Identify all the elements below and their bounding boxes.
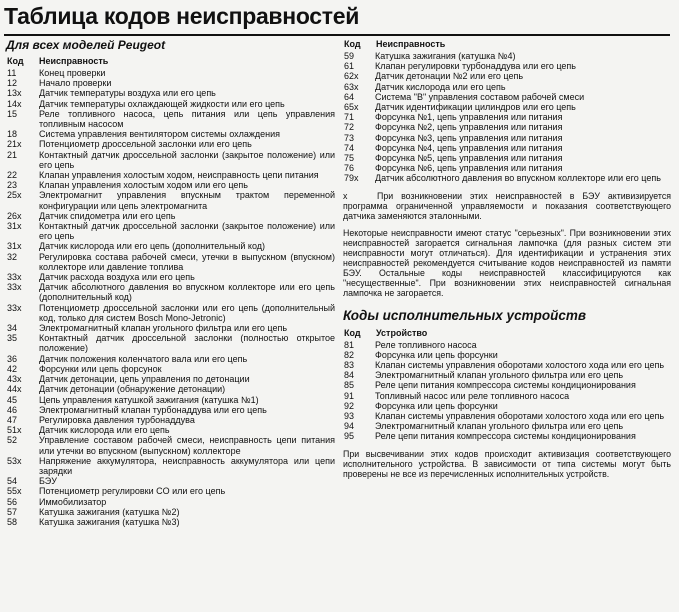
code-column-header: Код bbox=[344, 327, 361, 338]
note-marker: x bbox=[343, 190, 348, 201]
row-description: Клапан регулировки турбонаддува или его цепь bbox=[375, 61, 576, 72]
row-description: Контактный датчик дроссельной заслонки (закрытое положение) или его цепь bbox=[39, 149, 335, 170]
row-description: Форсунки или цепь форсунок bbox=[39, 363, 162, 374]
row-code: 35 bbox=[7, 333, 18, 344]
row-code: 23 bbox=[7, 180, 18, 191]
code-column-header: Код bbox=[344, 39, 361, 49]
table-row bbox=[343, 71, 671, 81]
table-row bbox=[6, 456, 335, 476]
row-code: 61 bbox=[344, 61, 355, 72]
row-description: Форсунка №2, цепь управления или питания bbox=[375, 122, 563, 133]
row-description: Контактный датчик дроссельной заслонки (полностью открытое положение) bbox=[39, 333, 335, 354]
row-code: 64 bbox=[344, 91, 355, 102]
table-row bbox=[343, 61, 671, 71]
row-description: Потенциометр дроссельной заслонки или его цепь (дополнительный код, только для систем Bosch Mono-Jetronic) bbox=[39, 302, 335, 323]
row-code: 76 bbox=[344, 163, 355, 174]
row-description: Датчик абсолютного давления во впускном коллекторе или его цепь (дополнительный код) bbox=[39, 282, 335, 303]
row-description: Датчик детонации №2 или его цепь bbox=[375, 71, 524, 82]
table-row bbox=[343, 51, 671, 61]
row-description: Электромагнитный клапан угольного фильтра или его цепь bbox=[375, 421, 624, 432]
row-code: 95 bbox=[344, 431, 355, 442]
table-row bbox=[343, 370, 671, 380]
row-description: Цепь управления катушкой зажигания (катушка №1) bbox=[39, 394, 259, 405]
table-row bbox=[343, 380, 671, 390]
row-code: 31x bbox=[7, 241, 22, 252]
fault-table-header-continued bbox=[343, 38, 671, 51]
table-row bbox=[6, 425, 335, 435]
table-row bbox=[6, 476, 335, 486]
table-row bbox=[6, 99, 335, 109]
table-row bbox=[6, 405, 335, 415]
row-code: 72 bbox=[344, 122, 355, 133]
table-row bbox=[6, 109, 335, 129]
table-row bbox=[343, 173, 671, 183]
row-code: 91 bbox=[344, 390, 355, 401]
row-code: 34 bbox=[7, 323, 18, 334]
fault-column-header: Неисправность bbox=[376, 39, 446, 49]
row-code: 51x bbox=[7, 425, 22, 436]
table-row bbox=[6, 211, 335, 221]
row-code: 57 bbox=[7, 506, 18, 517]
row-code: 79x bbox=[344, 173, 359, 184]
row-code: 84 bbox=[344, 370, 355, 381]
row-description: Датчик кислорода или его цепь bbox=[39, 425, 170, 436]
serious-faults-paragraph: Некоторые неисправности имеют статус "серьезных". При возникновении этих неисправностей загорается сигнальная лампочка (для разных систем эти неисправности могут отличаться). Для идентификации и устранения этих неисправностей рекомендуется считывание кодов неисправностей из памяти БЭУ. Остальные коды неисправностей классифицируются как "несущественные". При возникновении этих неисправностей сигнальная лампочка не загорается. bbox=[343, 227, 671, 299]
row-code: 42 bbox=[7, 363, 18, 374]
row-code: 32 bbox=[7, 251, 18, 262]
table-row bbox=[6, 323, 335, 333]
right-column bbox=[343, 38, 671, 479]
row-description: Форсунка №4, цепь управления или питания bbox=[375, 142, 563, 153]
table-row bbox=[343, 133, 671, 143]
row-description: Форсунка №3, цепь управления или питания bbox=[375, 132, 563, 143]
fault-code-list bbox=[6, 68, 335, 527]
row-code: 62x bbox=[344, 71, 359, 82]
row-description: Датчик положения коленчатого вала или его цепь bbox=[39, 353, 248, 364]
left-column bbox=[6, 38, 335, 527]
title-divider bbox=[4, 34, 670, 36]
row-description: Форсунка №1, цепь управления или питания bbox=[375, 112, 563, 123]
code-column-header: Код bbox=[7, 56, 24, 66]
table-row bbox=[6, 486, 335, 496]
table-row bbox=[343, 431, 671, 441]
table-row bbox=[6, 129, 335, 139]
table-row bbox=[343, 143, 671, 153]
row-description: Начало проверки bbox=[39, 78, 112, 89]
row-code: 94 bbox=[344, 421, 355, 432]
row-description: Регулировка состава рабочей смеси, утечки в выпускном (впускном) коллекторе или давление топлива bbox=[39, 251, 335, 272]
row-description: Конец проверки bbox=[39, 68, 106, 78]
table-row bbox=[6, 221, 335, 241]
row-code: 52 bbox=[7, 435, 18, 446]
row-description: Катушка зажигания (катушка №2) bbox=[39, 506, 180, 517]
table-row bbox=[343, 82, 671, 92]
table-row bbox=[343, 401, 671, 411]
row-description: Форсунка или цепь форсунки bbox=[375, 400, 498, 411]
row-code: 46 bbox=[7, 404, 18, 415]
row-code: 44x bbox=[7, 384, 22, 395]
table-row bbox=[6, 517, 335, 527]
table-row bbox=[343, 391, 671, 401]
row-code: 93 bbox=[344, 411, 355, 421]
row-code: 92 bbox=[344, 400, 355, 411]
row-code: 63x bbox=[344, 81, 359, 92]
row-description: Система управления вентилятором системы охлаждения bbox=[39, 129, 281, 140]
page-title: Таблица кодов неисправностей bbox=[4, 3, 360, 29]
row-description: Клапан управления холостым ходом или его цепь bbox=[39, 180, 248, 191]
note-text: При возникновении этих неисправностей в БЭУ активизируется программа ограниченной управляемости и показания соответствующего датчика заменяются эталонными. bbox=[343, 190, 671, 221]
table-row bbox=[6, 303, 335, 323]
table-row bbox=[6, 395, 335, 405]
row-description: Датчик кислорода или его цепь bbox=[375, 81, 506, 92]
actuator-codes-heading: Коды исполнительных устройств bbox=[343, 307, 586, 323]
table-row bbox=[6, 272, 335, 282]
row-description: Клапан системы управления оборотами холостого хода или его цепь bbox=[375, 359, 665, 370]
table-row bbox=[6, 333, 335, 353]
table-row bbox=[6, 68, 335, 78]
table-row bbox=[6, 364, 335, 374]
row-description: Управление составом рабочей смеси, неисправность цепи питания или утечки во впускном (выпускном) коллекторе bbox=[39, 435, 335, 456]
row-code: 26x bbox=[7, 210, 22, 221]
row-code: 25x bbox=[7, 190, 22, 201]
row-code: 22 bbox=[7, 170, 18, 181]
row-description: Электромагнитный клапан угольного фильтра или его цепь bbox=[375, 370, 624, 381]
table-row bbox=[6, 190, 335, 210]
row-code: 75 bbox=[344, 153, 355, 164]
table-row bbox=[343, 421, 671, 431]
row-code: 45 bbox=[7, 394, 18, 405]
row-description: Иммобилизатор bbox=[39, 496, 107, 507]
row-description: БЭУ bbox=[39, 476, 57, 487]
table-row bbox=[6, 180, 335, 190]
row-code: 65x bbox=[344, 102, 359, 113]
row-code: 14x bbox=[7, 98, 22, 109]
row-description: Реле топливного насоса, цепь питания или цепь управления топливным насосом bbox=[39, 108, 335, 130]
row-code: 53x bbox=[7, 455, 22, 466]
row-description: Контактный датчик дроссельной заслонки (закрытое положение) или его цепь bbox=[39, 221, 335, 242]
row-code: 18 bbox=[7, 129, 18, 140]
table-row bbox=[343, 163, 671, 173]
table-row bbox=[343, 92, 671, 102]
row-description: Датчик детонации, цепь управления по детонации bbox=[39, 374, 250, 385]
row-code: 85 bbox=[344, 380, 355, 391]
actuator-note-paragraph: При высвечивании этих кодов происходит активизация соответствующего исполнительного устройства. В зависимости от типа системы могут быть проверены не все из перечисленных исполнительных устройств. bbox=[343, 448, 671, 479]
row-description: Регулировка давления турбонаддува bbox=[39, 414, 195, 425]
row-code: 11 bbox=[7, 68, 17, 78]
row-code: 47 bbox=[7, 414, 18, 425]
row-code: 83 bbox=[344, 359, 355, 370]
row-description: Датчик расхода воздуха или его цепь bbox=[39, 272, 195, 283]
row-code: 31x bbox=[7, 221, 22, 232]
limp-mode-note bbox=[343, 191, 671, 221]
table-row bbox=[6, 88, 335, 98]
row-description: Датчик идентификации цилиндров или его цепь bbox=[375, 102, 576, 113]
row-code: 36 bbox=[7, 353, 18, 364]
row-code: 55x bbox=[7, 486, 22, 497]
table-row bbox=[343, 350, 671, 360]
actuator-code-list bbox=[343, 340, 671, 442]
row-description: Катушка зажигания (катушка №3) bbox=[39, 516, 180, 527]
table-row bbox=[343, 102, 671, 112]
table-row bbox=[343, 112, 671, 122]
row-description: Катушка зажигания (катушка №4) bbox=[375, 51, 516, 61]
fault-code-list-continued bbox=[343, 51, 671, 184]
table-row bbox=[6, 139, 335, 149]
row-code: 13x bbox=[7, 88, 22, 99]
row-code: 81 bbox=[344, 339, 355, 350]
row-description: Форсунка №5, цепь управления или питания bbox=[375, 153, 563, 164]
row-code: 33x bbox=[7, 282, 22, 293]
row-description: Реле топливного насоса bbox=[375, 339, 477, 350]
row-description: Потенциометр регулировки CO или его цепь bbox=[39, 486, 226, 497]
row-description: Топливный насос или реле топливного насоса bbox=[375, 390, 570, 401]
row-code: 43x bbox=[7, 374, 22, 385]
row-code: 21x bbox=[7, 139, 22, 150]
row-code: 33x bbox=[7, 302, 22, 313]
row-code: 54 bbox=[7, 476, 18, 487]
row-description: Датчик температуры охлаждающей жидкости или его цепь bbox=[39, 98, 285, 109]
row-description: Электромагнит управления впускным трактом переменной конфигурации или цепь электромагнита bbox=[39, 190, 335, 211]
table-row bbox=[6, 252, 335, 272]
row-description: Электромагнитный клапан угольного фильтра или его цепь bbox=[39, 323, 288, 334]
row-description: Клапан управления холостым ходом, неисправность цепи питания bbox=[39, 170, 319, 181]
row-description: Система "В" управления составом рабочей смеси bbox=[375, 91, 585, 102]
row-description: Форсунка или цепь форсунки bbox=[375, 349, 498, 360]
row-code: 21 bbox=[7, 149, 18, 160]
row-description: Электромагнитный клапан турбонаддува или его цепь bbox=[39, 404, 267, 415]
table-row bbox=[6, 497, 335, 507]
row-code: 12 bbox=[7, 78, 18, 89]
fault-column-header: Неисправность bbox=[39, 56, 109, 66]
table-row bbox=[343, 360, 671, 370]
table-row bbox=[343, 122, 671, 132]
row-description: Напряжение аккумулятора, неисправность аккумулятора или цепи зарядки bbox=[39, 455, 335, 476]
table-row bbox=[6, 354, 335, 364]
row-description: Потенциометр дроссельной заслонки или его цепь bbox=[39, 139, 252, 150]
table-row bbox=[6, 150, 335, 170]
row-description: Датчик температуры воздуха или его цепь bbox=[39, 88, 216, 99]
actuator-table-header bbox=[343, 327, 671, 340]
row-code: 74 bbox=[344, 142, 355, 153]
device-column-header: Устройство bbox=[376, 327, 428, 338]
row-code: 33x bbox=[7, 272, 22, 283]
row-description: Датчик спидометра или его цепь bbox=[39, 210, 176, 221]
table-row bbox=[6, 374, 335, 384]
fault-table-header bbox=[6, 55, 335, 68]
row-description: Форсунка №6, цепь управления или питания bbox=[375, 163, 563, 174]
table-row bbox=[343, 153, 671, 163]
table-row bbox=[6, 170, 335, 180]
section-heading-all-models: Для всех моделей Peugeot bbox=[6, 38, 166, 52]
row-description: Клапан системы управления оборотами холостого хода или его цепь bbox=[375, 411, 665, 421]
table-row bbox=[6, 507, 335, 517]
table-row bbox=[6, 78, 335, 88]
row-description: Реле цепи питания компрессора системы кондиционирования bbox=[375, 380, 636, 391]
table-row bbox=[343, 340, 671, 350]
row-code: 15 bbox=[7, 108, 18, 119]
row-code: 82 bbox=[344, 349, 355, 360]
row-code: 59 bbox=[344, 51, 355, 61]
row-description: Реле цепи питания компрессора системы кондиционирования bbox=[375, 431, 636, 442]
row-description: Датчик детонации (обнаружение детонации) bbox=[39, 384, 226, 395]
row-code: 58 bbox=[7, 516, 18, 527]
row-code: 56 bbox=[7, 496, 18, 507]
row-code: 73 bbox=[344, 132, 355, 143]
table-row bbox=[6, 384, 335, 394]
table-row bbox=[6, 415, 335, 425]
table-row bbox=[6, 435, 335, 455]
row-description: Датчик кислорода или его цепь (дополнительный код) bbox=[39, 241, 266, 252]
row-description: Датчик абсолютного давления во впускном коллекторе или его цепь bbox=[375, 173, 661, 184]
table-row bbox=[343, 411, 671, 421]
table-row bbox=[6, 282, 335, 302]
row-code: 71 bbox=[344, 112, 355, 123]
table-row bbox=[6, 241, 335, 251]
